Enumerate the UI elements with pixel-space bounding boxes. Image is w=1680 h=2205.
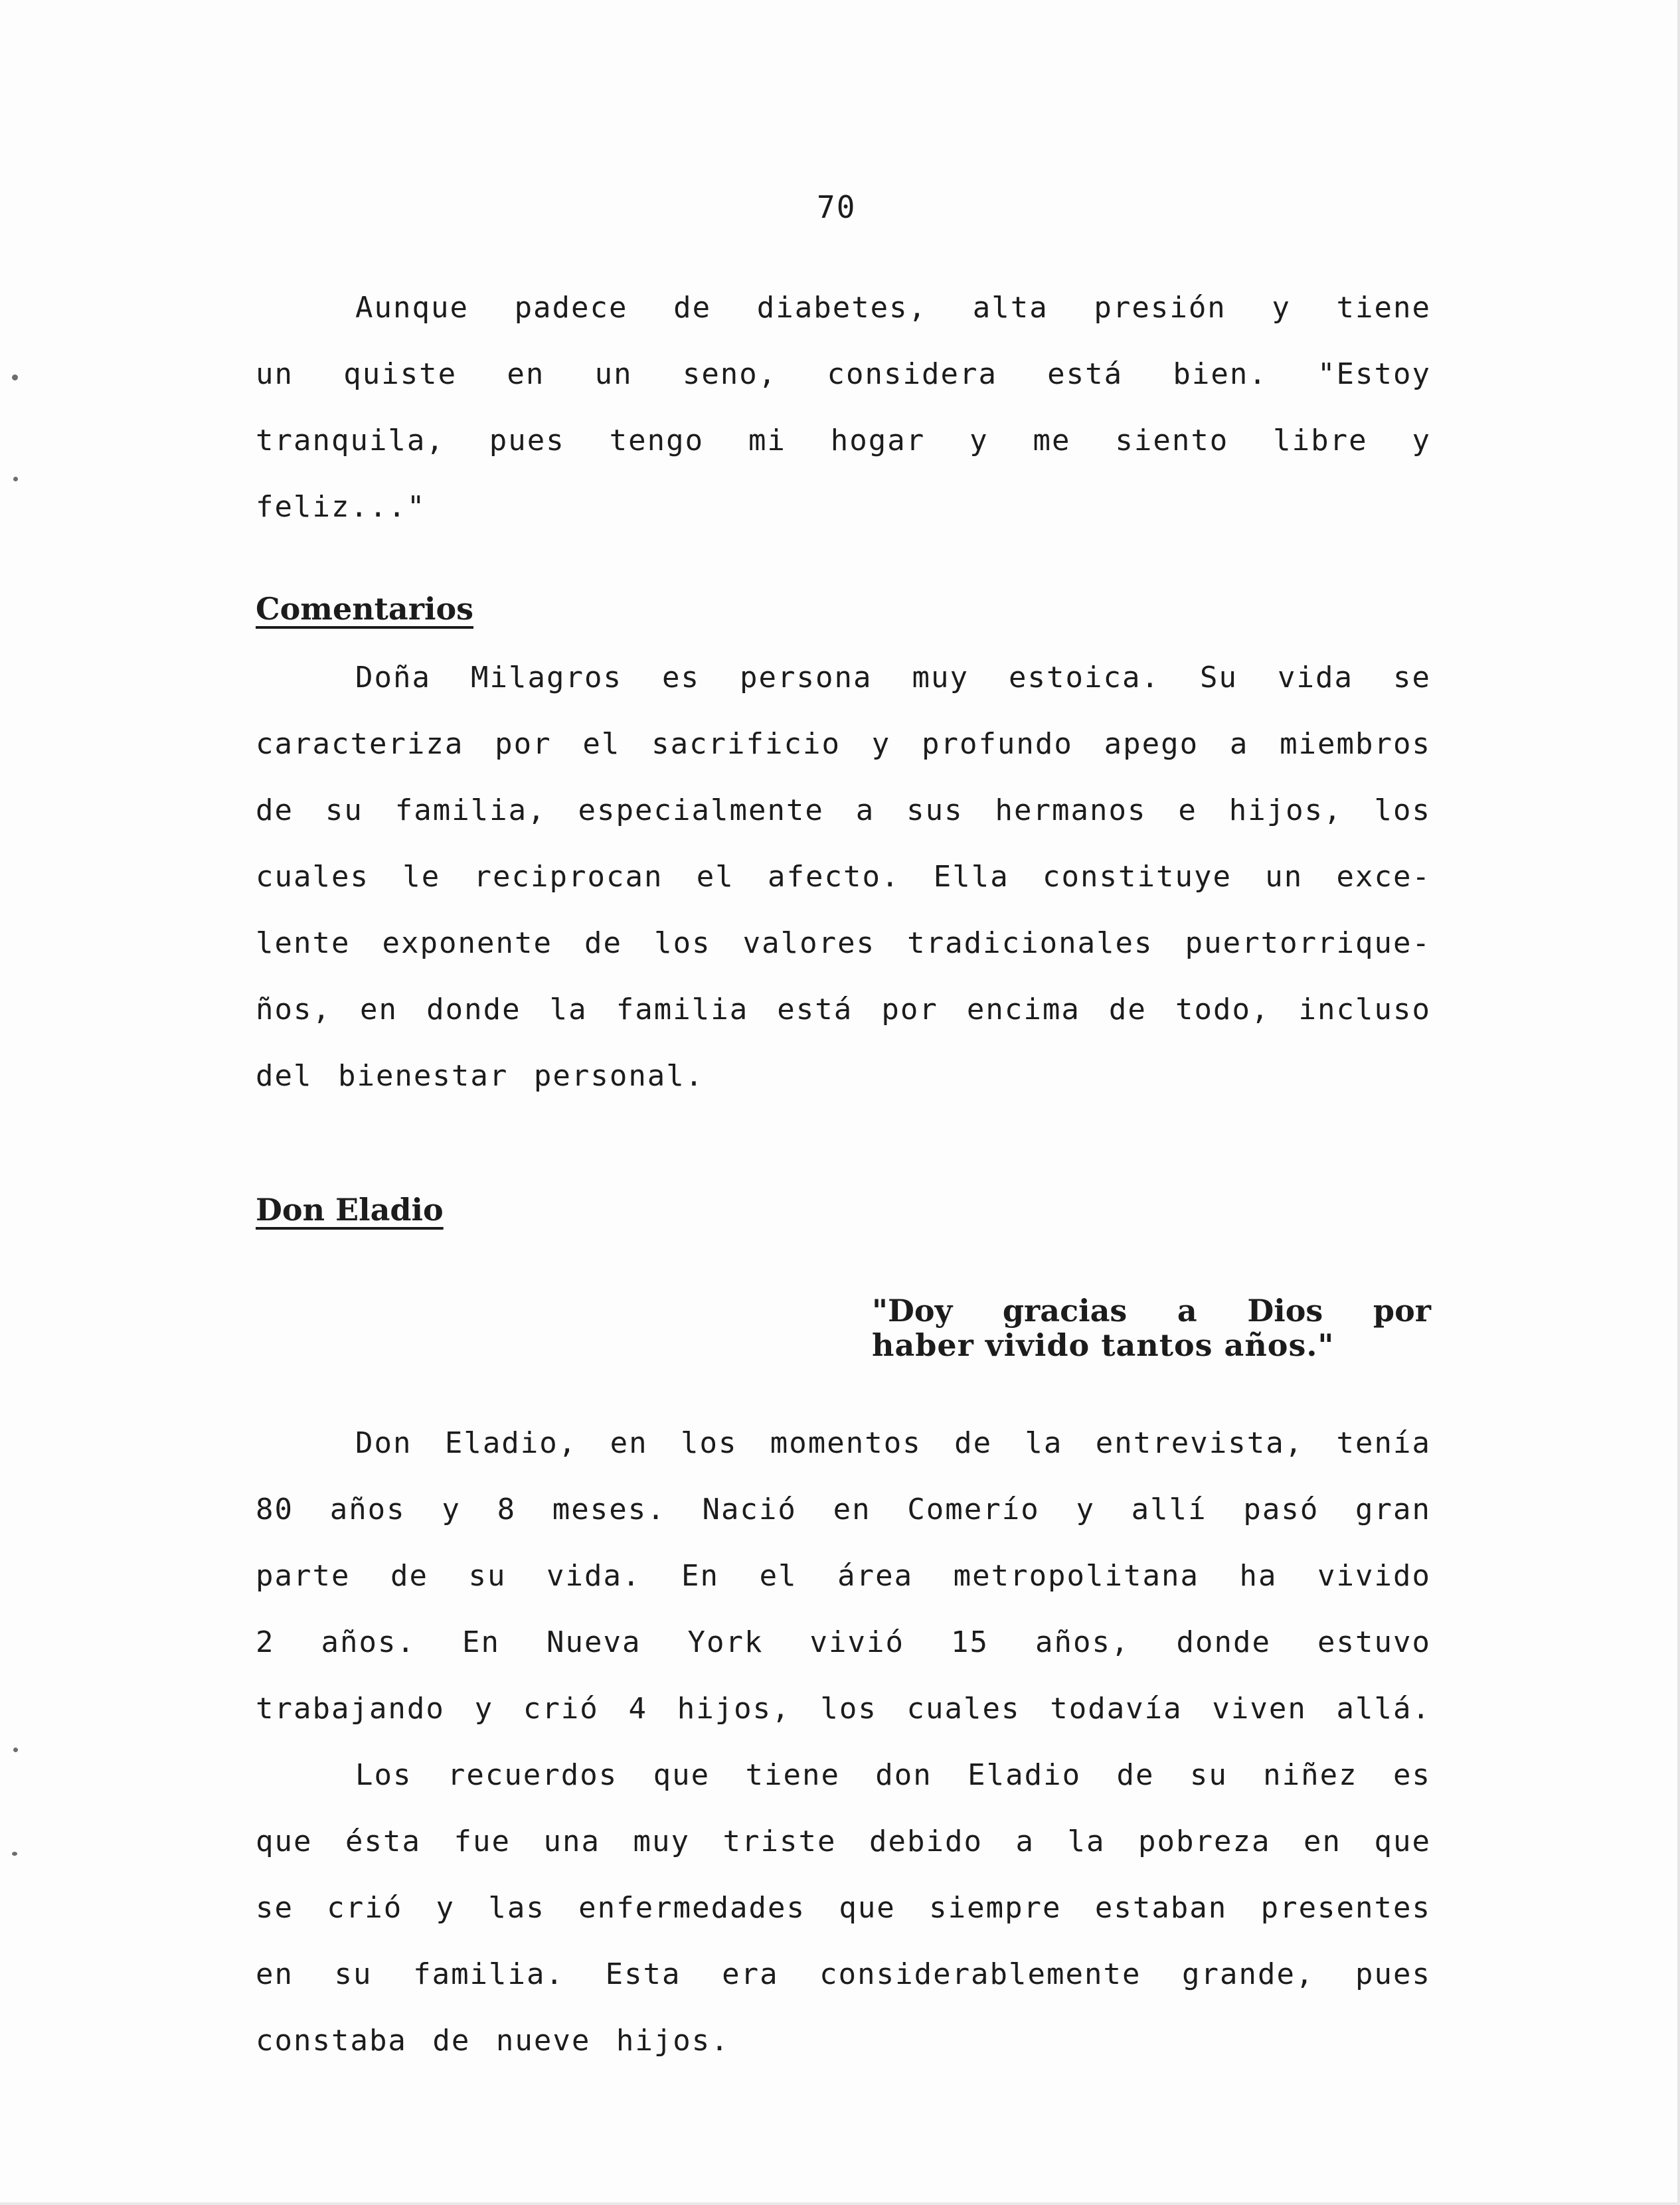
paragraph-4-line-2: que ésta fue una muy triste debido a la pobreza en que [256,1825,1431,1858]
scan-speck [12,374,18,380]
paragraph-1-line-4: feliz..." [256,490,426,524]
epigraph-quote [872,1293,1431,1362]
paragraph-2-line-2: caracteriza por el sacrificio y profundo apego a miembros [256,727,1431,761]
paragraph-1-line-2: un quiste en un seno, considera está bien. "Estoy [256,357,1431,391]
page-number: 70 [817,189,857,225]
epigraph-line-2: haber vivido tantos años." [872,1327,1335,1363]
paragraph-4-line-5: constaba de nueve hijos. [256,2024,730,2058]
scan-speck [13,1748,18,1752]
paragraph-4-line-4: en su familia. Esta era considerablemente grande, pues [256,1957,1431,1991]
paragraph-2-line-7: del bienestar personal. [256,1059,705,1093]
paragraph-4-line-1: Los recuerdos que tiene don Eladio de su niñez es [355,1758,1431,1792]
paragraph-3-line-1: Don Eladio, en los momentos de la entrevista, tenía [355,1426,1431,1460]
section-heading-don-eladio: Don Eladio [256,1192,444,1228]
paragraph-2-line-1: Doña Milagros es persona muy estoica. Su vida se [355,661,1431,694]
page-edge-right [1677,0,1680,2205]
paragraph-3-line-5: trabajando y crió 4 hijos, los cuales todavía viven allá. [256,1692,1431,1726]
paragraph-2-line-4: cuales le reciprocan el afecto. Ella constituye un exce- [256,860,1431,894]
scan-speck [12,1852,17,1856]
section-heading-comentarios: Comentarios [256,591,474,627]
epigraph-line-1: "Doy gracias a Dios por [872,1293,1431,1329]
paragraph-3-line-3: parte de su vida. En el área metropolitana ha vivido [256,1559,1431,1593]
paragraph-3-line-2: 80 años y 8 meses. Nació en Comerío y allí pasó gran [256,1493,1431,1526]
paragraph-1-line-1: Aunque padece de diabetes, alta presión y tiene [355,291,1431,325]
paragraph-1-line-3: tranquila, pues tengo mi hogar y me siento libre y [256,424,1431,457]
paragraph-2-line-5: lente exponente de los valores tradicionales puertorrique- [256,926,1431,960]
paragraph-3-line-4: 2 años. En Nueva York vivió 15 años, donde estuvo [256,1625,1431,1659]
scan-speck [13,477,18,481]
paragraph-4-line-3: se crió y las enfermedades que siempre estaban presentes [256,1891,1431,1925]
page-edge-bottom [0,2202,1680,2205]
paragraph-2-line-3: de su familia, especialmente a sus hermanos e hijos, los [256,793,1431,827]
paragraph-2-line-6: ños, en donde la familia está por encima de todo, incluso [256,993,1431,1026]
